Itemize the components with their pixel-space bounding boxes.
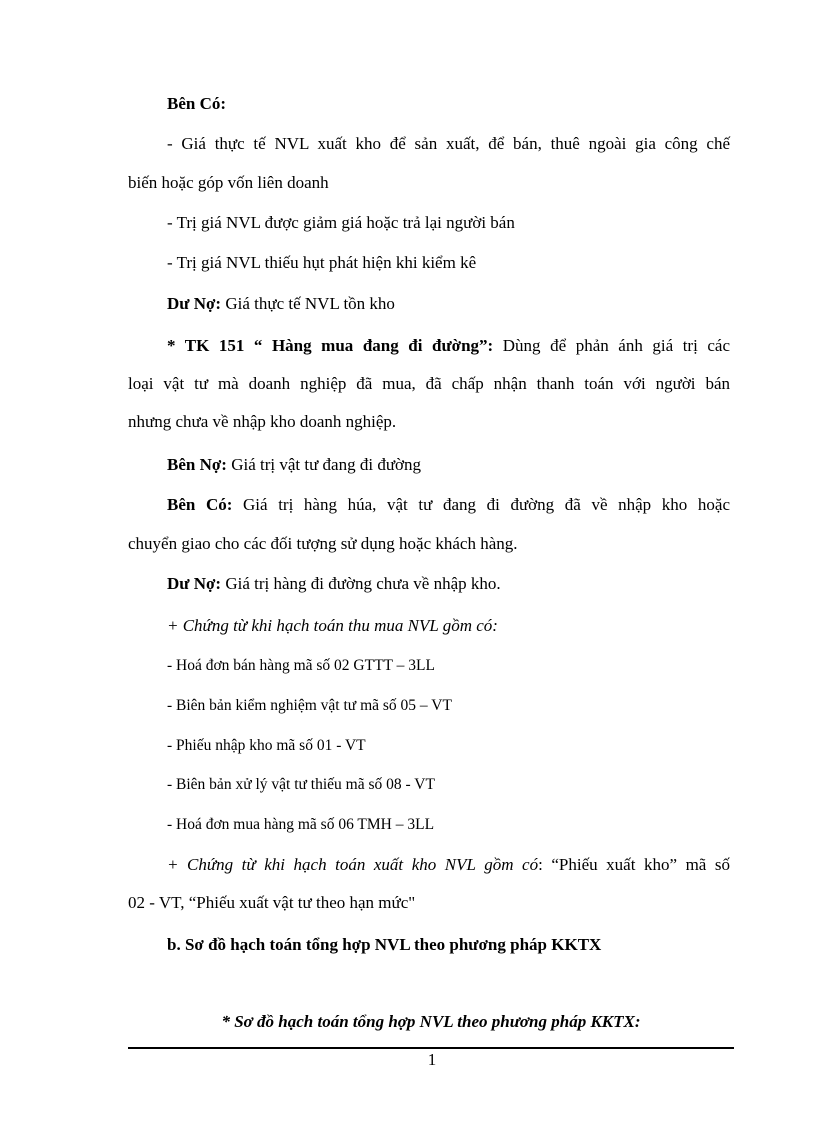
document-list-item: - Biên bản xử lý vật tư thiếu mã số 08 - VT [167, 776, 435, 793]
diagram-caption: * Sơ đồ hạch toán tổng hợp NVL theo phương pháp KKTX: [221, 1012, 641, 1031]
chung-tu-xuat-label: + Chứng từ khi hạch toán xuất kho NVL gồm có [167, 855, 539, 874]
paragraph-line: chuyển giao cho các đối tượng sử dụng hoặc khách hàng. [128, 534, 518, 553]
du-no-2-text: Giá trị hàng đi đường chưa về nhập kho. [221, 574, 501, 593]
ben-co-2-line [167, 493, 730, 517]
ben-no-line [167, 453, 421, 477]
chung-tu-xuat-text: : “Phiếu xuất kho” mã số [538, 855, 730, 874]
paragraph-line: biến hoặc góp vốn liên doanh [128, 173, 329, 192]
du-no-text: Giá thực tế NVL tồn kho [221, 294, 395, 313]
ben-co-2-label: Bên Có: [167, 495, 233, 514]
tk151-label: * TK 151 “ Hàng mua đang đi đường”: [167, 336, 494, 355]
chung-tu-xuat-line [167, 853, 730, 877]
page-number: 1 [427, 1050, 437, 1069]
document-list-item: - Hoá đơn bán hàng mã số 02 GTTT – 3LL [167, 657, 435, 674]
paragraph-line: 02 - VT, “Phiếu xuất vật tư theo hạn mức" [128, 893, 416, 912]
section-heading: b. Sơ đồ hạch toán tổng hợp NVL theo phương pháp KKTX [167, 935, 602, 954]
paragraph-line: loại vật tư mà doanh nghiệp đã mua, đã chấp nhận thanh toán với người bán [128, 374, 730, 393]
document-list-item: - Phiếu nhập kho mã số 01 - VT [167, 737, 366, 754]
tk151-text: Dùng để phản ánh giá trị các [493, 336, 730, 355]
ben-co-2-text: Giá trị hàng húa, vật tư đang đi đường đã về nhập kho hoặc [232, 495, 730, 514]
paragraph-line: nhưng chưa về nhập kho doanh nghiệp. [128, 412, 397, 431]
paragraph-line: - Giá thực tế NVL xuất kho để sản xuất, để bán, thuê ngoài gia công chế [167, 134, 730, 153]
document-list-item: - Hoá đơn mua hàng mã số 06 TMH – 3LL [167, 816, 435, 833]
paragraph-line: - Trị giá NVL thiếu hụt phát hiện khi kiểm kê [167, 253, 477, 272]
du-no-label: Dư Nợ: [167, 294, 222, 313]
du-no-line [167, 292, 395, 316]
paragraph-line: - Trị giá NVL được giảm giá hoặc trả lại người bán [167, 213, 515, 232]
du-no-2-line [167, 572, 501, 596]
ben-no-text: Giá trị vật tư đang đi đường [226, 455, 422, 474]
ben-no-label: Bên Nợ: [167, 455, 227, 474]
tk151-line [167, 334, 730, 358]
footer-rule [128, 1047, 734, 1049]
document-list-item: - Biên bản kiểm nghiệm vật tư mã số 05 – VT [167, 697, 452, 714]
du-no-2-label: Dư Nợ: [167, 574, 222, 593]
chung-tu-mua-heading: + Chứng từ khi hạch toán thu mua NVL gồm có: [167, 616, 498, 635]
ben-co-heading: Bên Có: [167, 94, 227, 113]
